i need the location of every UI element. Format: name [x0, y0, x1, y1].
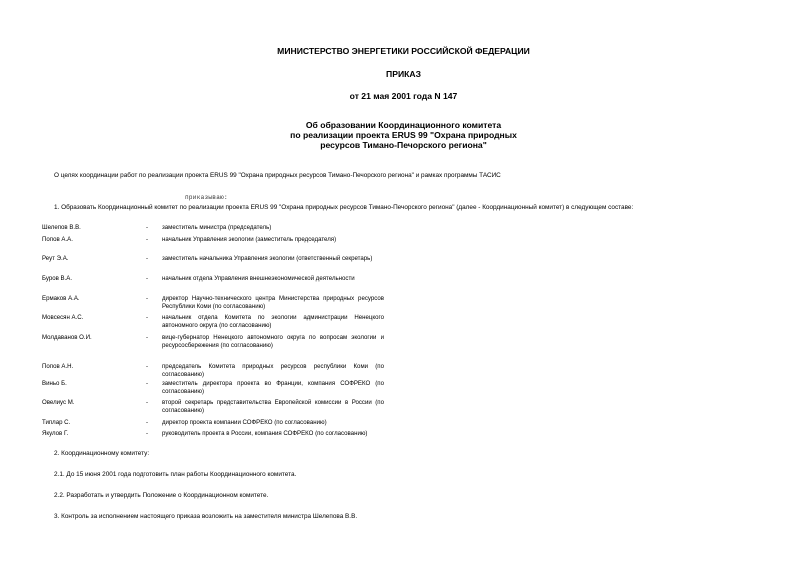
member-name: Попов А.А. [42, 236, 73, 243]
member-role: начальник отдела Комитета по экологии администрации Ненецкого автономного округа (по согласованию) [162, 314, 384, 329]
title-line-2: по реализации проекта ERUS 99 "Охрана природных [290, 130, 517, 140]
member-name: Попов А.Н. [42, 363, 74, 370]
member-dash: - [146, 430, 149, 437]
member-name: Мовсесян А.С. [42, 314, 84, 321]
title-line-1: Об образовании Координационного комитета [305, 120, 502, 130]
item-2-1: 2.1. До 15 июня 2001 года подготовить план работы Координационного комитета. [54, 471, 297, 478]
member-role: директор проекта компании СОФРЕКО (по согласованию) [162, 419, 327, 426]
ministry-heading: МИНИСТЕРСТВО ЭНЕРГЕТИКИ РОССИЙСКОЙ ФЕДЕРАЦИИ [277, 46, 530, 56]
member-role: начальник отдела Управления внешнеэкономической деятельности [162, 275, 355, 282]
member-dash: - [146, 295, 149, 302]
item-1: 1. Образовать Координационный комитет по реализации проекта ERUS 99 "Охрана природных ресурсов Тимано-Печорского региона" (далее - Координационный комитет) в следующем составе: [54, 204, 634, 211]
preamble: О целях координации работ по реализации проекта ERUS 99 "Охрана природных ресурсов Тимано-Печорского региона" и рамках программы ТАСИС [54, 172, 501, 179]
member-role: вице-губернатор Ненецкого автономного округа по вопросам экологии и ресурсосбережения (по согласованию) [162, 334, 384, 349]
member-name: Типлар С. [42, 419, 71, 426]
member-role: заместитель министра (председатель) [162, 224, 272, 231]
member-dash: - [146, 419, 149, 426]
member-dash: - [146, 334, 149, 341]
member-dash: - [146, 380, 149, 387]
member-name: Молдаванов О.И. [42, 334, 92, 341]
item-2: 2. Координационному комитету: [54, 450, 150, 457]
member-role: начальник Управления экологии (заместитель председателя) [162, 236, 337, 243]
member-name: Овелиус М. [42, 399, 75, 406]
member-dash: - [146, 275, 149, 282]
title-line-3: ресурсов Тимано-Печорского региона" [320, 140, 487, 150]
doc-type-heading: ПРИКАЗ [386, 69, 421, 79]
prikazyvayu: приказываю: [185, 194, 228, 201]
member-name: Реут Э.А. [42, 255, 69, 262]
item-3: 3. Контроль за исполнением настоящего приказа возложить на заместителя министра Шелепова В.В. [54, 513, 358, 520]
member-role: председатель Комитета природных ресурсов республики Коми (по согласованию) [162, 363, 384, 378]
member-dash: - [146, 236, 149, 243]
member-dash: - [146, 255, 149, 262]
member-role: заместитель начальника Управления экологии (ответственный секретарь) [162, 255, 373, 262]
member-name: Буров В.А. [42, 275, 73, 282]
member-name: Виньо Б. [42, 380, 67, 387]
member-role: второй секретарь представительства Европейской комиссии в России (по согласованию) [162, 399, 384, 414]
member-dash: - [146, 399, 149, 406]
member-dash: - [146, 224, 149, 231]
member-name: Шелепов В.В. [42, 224, 81, 231]
member-dash: - [146, 363, 149, 370]
member-role: директор Научно-технического центра Министерства природных ресурсов Республики Коми (по согласованию) [162, 295, 384, 310]
member-dash: - [146, 314, 149, 321]
item-2-2: 2.2. Разработать и утвердить Положение о Координационном комитете. [54, 492, 269, 499]
member-name: Якулов Г. [42, 430, 69, 437]
member-role: заместитель директора проекта во Франции, компания СОФРЕКО (по согласованию) [162, 380, 384, 395]
member-role: руководитель проекта в России, компания СОФРЕКО (по согласованию) [162, 430, 368, 437]
member-name: Ермаков А.А. [42, 295, 80, 302]
document-title [0, 120, 807, 150]
date-number: от 21 мая 2001 года N 147 [349, 91, 458, 101]
